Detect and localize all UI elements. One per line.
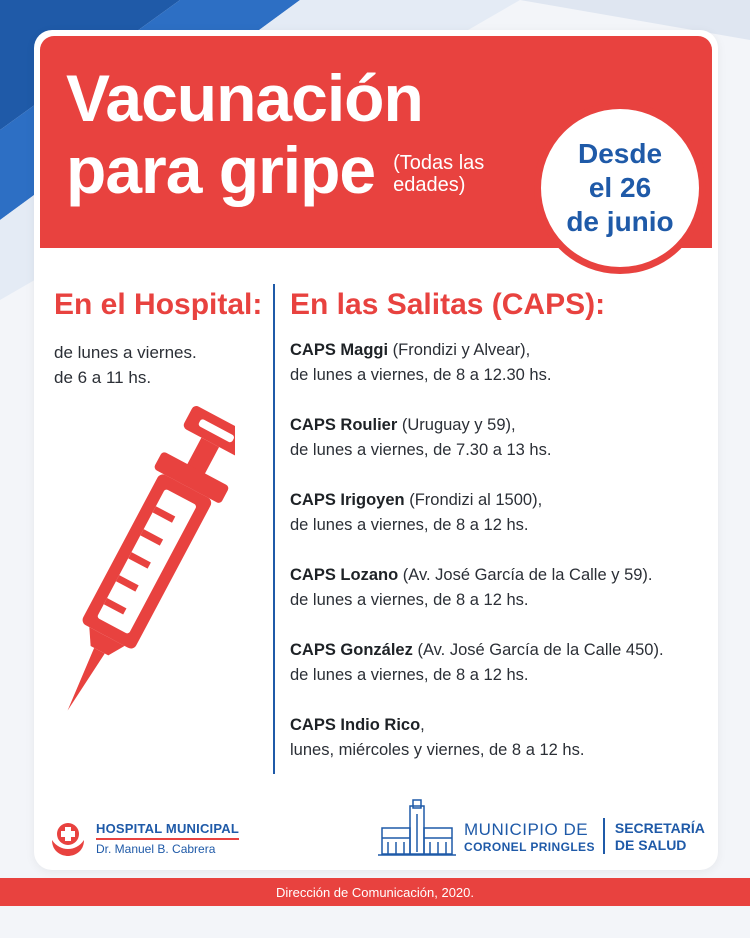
list-item: CAPS González (Av. José García de la Calle 450). de lunes a viernes, de 8 a 12 hs.: [290, 641, 664, 684]
hospital-schedule: de lunes a viernes. de 6 a 11 hs.: [54, 343, 197, 387]
syringe-icon: [55, 400, 235, 730]
page-title: [66, 62, 484, 206]
municipio-logo: MUNICIPIO DE CORONEL PRINGLES SECRETARÍA DE SALUD: [378, 798, 705, 862]
hospital-logo-icon: [48, 818, 88, 858]
list-item: CAPS Roulier (Uruguay y 59), de lunes a viernes, de 7.30 a 13 hs.: [290, 416, 552, 459]
municipal-building-icon: [378, 798, 456, 862]
title-line-2: para gripe: [66, 133, 376, 207]
hospital-heading: En el Hospital:: [54, 288, 263, 321]
list-item: CAPS Indio Rico, lunes, miércoles y viernes, de 8 a 12 hs.: [290, 716, 585, 759]
title-line-1: Vacunación: [66, 61, 423, 135]
logo-separator: [603, 818, 605, 854]
footer-credit: Dirección de Comunicación, 2020.: [0, 878, 750, 906]
secretaria-logo-text: SECRETARÍA DE SALUD: [614, 820, 705, 853]
column-divider: [273, 284, 275, 774]
hospital-logo: HOSPITAL MUNICIPAL Dr. Manuel B. Cabrera: [48, 818, 239, 858]
caps-heading: En las Salitas (CAPS):: [290, 288, 606, 321]
list-item: CAPS Lozano (Av. José García de la Calle y 59). de lunes a viernes, de 8 a 12 hs.: [290, 566, 653, 609]
list-item: CAPS Irigoyen (Frondizi al 1500), de lunes a viernes, de 8 a 12 hs.: [290, 491, 543, 534]
start-date-badge: Desde el 26 de junio: [534, 102, 706, 274]
list-item: CAPS Maggi (Frondizi y Alvear), de lunes a viernes, de 8 a 12.30 hs.: [290, 341, 552, 384]
age-note: (Todas las edades): [393, 152, 485, 196]
caps-list: [290, 338, 710, 788]
